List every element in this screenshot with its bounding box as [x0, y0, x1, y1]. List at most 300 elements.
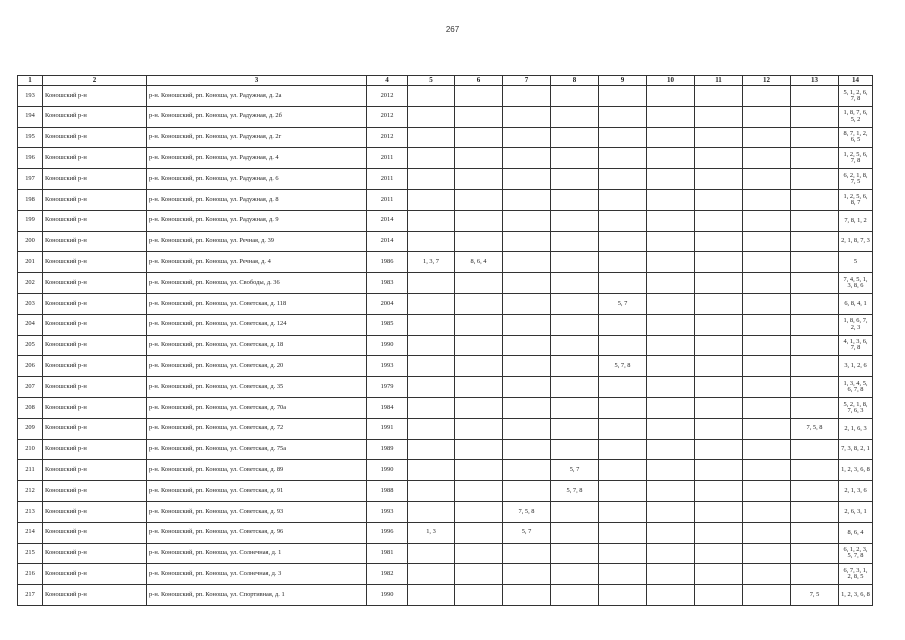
table-cell-col-9 — [599, 86, 647, 107]
table-cell-col-10 — [647, 106, 695, 127]
table-cell-col-14: 5, 1, 2, 6, 7, 8 — [839, 86, 873, 107]
column-header-5: 5 — [408, 76, 455, 86]
table-cell-col-9 — [599, 501, 647, 522]
table-cell-col-6 — [455, 127, 503, 148]
table-row — [18, 127, 873, 148]
table-body — [18, 86, 873, 606]
table-cell-col-1: 207 — [18, 377, 43, 398]
table-cell-col-5 — [408, 148, 455, 169]
table-cell-col-10 — [647, 377, 695, 398]
table-cell-col-6 — [455, 397, 503, 418]
table-cell-col-6 — [455, 564, 503, 585]
table-cell-col-12 — [743, 252, 791, 273]
table-cell-col-2: Коношский р-н — [43, 397, 147, 418]
table-cell-col-14: 2, 6, 3, 1 — [839, 501, 873, 522]
table-cell-col-4: 1991 — [367, 418, 408, 439]
table-cell-col-1: 196 — [18, 148, 43, 169]
table-cell-col-4: 1990 — [367, 585, 408, 606]
table-cell-col-13 — [791, 189, 839, 210]
table-cell-col-7 — [503, 86, 551, 107]
table-cell-col-2: Коношский р-н — [43, 585, 147, 606]
table-cell-col-6 — [455, 543, 503, 564]
table-cell-col-12 — [743, 543, 791, 564]
table-cell-col-6 — [455, 189, 503, 210]
table-cell-col-7 — [503, 335, 551, 356]
table-cell-col-10 — [647, 293, 695, 314]
table-cell-col-4: 1981 — [367, 543, 408, 564]
table-cell-col-1: 213 — [18, 501, 43, 522]
table-cell-col-3: р-н. Коношский, рп. Коноша, ул. Советская, д. 20 — [147, 356, 367, 377]
table-cell-col-5 — [408, 127, 455, 148]
table-cell-col-10 — [647, 169, 695, 190]
table-cell-col-4: 1993 — [367, 501, 408, 522]
table-cell-col-13 — [791, 86, 839, 107]
table-cell-col-5 — [408, 585, 455, 606]
table-cell-col-2: Коношский р-н — [43, 189, 147, 210]
table-cell-col-3: р-н. Коношский, рп. Коноша, ул. Советская, д. 75а — [147, 439, 367, 460]
column-header-10: 10 — [647, 76, 695, 86]
table-row — [18, 397, 873, 418]
table-cell-col-2: Коношский р-н — [43, 356, 147, 377]
table-cell-col-13 — [791, 293, 839, 314]
table-cell-col-5 — [408, 106, 455, 127]
table-cell-col-12 — [743, 189, 791, 210]
table-row — [18, 231, 873, 252]
table-cell-col-7 — [503, 252, 551, 273]
table-cell-col-10 — [647, 585, 695, 606]
table-row — [18, 501, 873, 522]
table-cell-col-10 — [647, 189, 695, 210]
table-cell-col-4: 2014 — [367, 231, 408, 252]
table-cell-col-5 — [408, 314, 455, 335]
table-cell-col-1: 198 — [18, 189, 43, 210]
table-cell-col-2: Коношский р-н — [43, 314, 147, 335]
table-cell-col-7 — [503, 418, 551, 439]
table-cell-col-13 — [791, 127, 839, 148]
table-cell-col-14: 7, 3, 8, 2, 1 — [839, 439, 873, 460]
table-cell-col-13 — [791, 439, 839, 460]
table-cell-col-5 — [408, 169, 455, 190]
table-cell-col-8 — [551, 564, 599, 585]
table-cell-col-14: 2, 1, 8, 7, 3 — [839, 231, 873, 252]
table-cell-col-11 — [695, 189, 743, 210]
table-cell-col-12 — [743, 169, 791, 190]
table-cell-col-8 — [551, 127, 599, 148]
table-cell-col-2: Коношский р-н — [43, 210, 147, 231]
table-cell-col-2: Коношский р-н — [43, 335, 147, 356]
table-cell-col-14: 6, 1, 2, 3, 5, 7, 8 — [839, 543, 873, 564]
table-cell-col-1: 193 — [18, 86, 43, 107]
table-cell-col-5 — [408, 210, 455, 231]
table-cell-col-3: р-н. Коношский, рп. Коноша, ул. Советская, д. 93 — [147, 501, 367, 522]
table-cell-col-7 — [503, 543, 551, 564]
table-row — [18, 439, 873, 460]
table-cell-col-8 — [551, 210, 599, 231]
table-cell-col-13 — [791, 169, 839, 190]
table-cell-col-11 — [695, 397, 743, 418]
table-cell-col-14: 1, 2, 5, 6, 7, 8 — [839, 148, 873, 169]
table-cell-col-5 — [408, 335, 455, 356]
table-cell-col-8 — [551, 439, 599, 460]
table-cell-col-12 — [743, 460, 791, 481]
table-cell-col-13 — [791, 106, 839, 127]
table-cell-col-7 — [503, 397, 551, 418]
table-cell-col-4: 1985 — [367, 314, 408, 335]
table-cell-col-9 — [599, 314, 647, 335]
table-cell-col-13 — [791, 481, 839, 502]
table-cell-col-2: Коношский р-н — [43, 543, 147, 564]
table-cell-col-13 — [791, 377, 839, 398]
table-cell-col-9 — [599, 543, 647, 564]
table-cell-col-2: Коношский р-н — [43, 127, 147, 148]
table-cell-col-14: 6, 7, 3, 1, 2, 8, 5 — [839, 564, 873, 585]
table-cell-col-13 — [791, 564, 839, 585]
table-cell-col-11 — [695, 231, 743, 252]
table-cell-col-3: р-н. Коношский, рп. Коноша, ул. Советская, д. 18 — [147, 335, 367, 356]
table-row — [18, 543, 873, 564]
table-cell-col-11 — [695, 293, 743, 314]
table-cell-col-5 — [408, 564, 455, 585]
table-cell-col-8: 5, 7, 8 — [551, 481, 599, 502]
table-cell-col-12 — [743, 501, 791, 522]
table-cell-col-8 — [551, 273, 599, 294]
table-cell-col-5 — [408, 231, 455, 252]
table-cell-col-6 — [455, 481, 503, 502]
table-cell-col-9 — [599, 460, 647, 481]
table-cell-col-10 — [647, 356, 695, 377]
table-cell-col-13 — [791, 273, 839, 294]
table-row — [18, 189, 873, 210]
table-cell-col-2: Коношский р-н — [43, 252, 147, 273]
table-cell-col-7 — [503, 314, 551, 335]
table-cell-col-5 — [408, 439, 455, 460]
table-cell-col-7 — [503, 231, 551, 252]
table-cell-col-10 — [647, 418, 695, 439]
table-cell-col-10 — [647, 335, 695, 356]
table-cell-col-9 — [599, 335, 647, 356]
table-cell-col-11 — [695, 522, 743, 543]
table-cell-col-10 — [647, 397, 695, 418]
table-cell-col-12 — [743, 564, 791, 585]
table-cell-col-4: 1984 — [367, 397, 408, 418]
table-cell-col-10 — [647, 481, 695, 502]
table-cell-col-8 — [551, 252, 599, 273]
table-cell-col-14: 5, 2, 1, 8, 7, 6, 3 — [839, 397, 873, 418]
table-cell-col-2: Коношский р-н — [43, 106, 147, 127]
table-cell-col-8 — [551, 189, 599, 210]
table-cell-col-2: Коношский р-н — [43, 293, 147, 314]
table-cell-col-12 — [743, 314, 791, 335]
table-cell-col-9 — [599, 585, 647, 606]
table-cell-col-8 — [551, 356, 599, 377]
table-cell-col-2: Коношский р-н — [43, 522, 147, 543]
table-row — [18, 252, 873, 273]
table-cell-col-4: 1983 — [367, 273, 408, 294]
table-row — [18, 293, 873, 314]
table-cell-col-9 — [599, 169, 647, 190]
table-cell-col-13 — [791, 501, 839, 522]
table-cell-col-12 — [743, 148, 791, 169]
table-cell-col-13: 7, 5, 8 — [791, 418, 839, 439]
table-cell-col-8 — [551, 543, 599, 564]
table-cell-col-5 — [408, 293, 455, 314]
table-cell-col-3: р-н. Коношский, рп. Коноша, ул. Радужная, д. 2б — [147, 106, 367, 127]
table-cell-col-6 — [455, 86, 503, 107]
table-cell-col-4: 2011 — [367, 169, 408, 190]
table-cell-col-6 — [455, 356, 503, 377]
table-row — [18, 585, 873, 606]
table-cell-col-7 — [503, 481, 551, 502]
table-cell-col-10 — [647, 252, 695, 273]
table-cell-col-9 — [599, 273, 647, 294]
table-cell-col-5 — [408, 86, 455, 107]
table-cell-col-1: 215 — [18, 543, 43, 564]
table-cell-col-9: 5, 7 — [599, 293, 647, 314]
table-cell-col-12 — [743, 231, 791, 252]
table-header-row — [18, 76, 873, 86]
column-header-3: 3 — [147, 76, 367, 86]
table-cell-col-7 — [503, 148, 551, 169]
table-cell-col-3: р-н. Коношский, рп. Коноша, ул. Речная, д. 39 — [147, 231, 367, 252]
table-cell-col-2: Коношский р-н — [43, 169, 147, 190]
table-cell-col-9 — [599, 210, 647, 231]
table-cell-col-6 — [455, 106, 503, 127]
column-header-6: 6 — [455, 76, 503, 86]
table-cell-col-1: 203 — [18, 293, 43, 314]
table-cell-col-11 — [695, 501, 743, 522]
table-cell-col-7 — [503, 273, 551, 294]
table-cell-col-1: 217 — [18, 585, 43, 606]
table-cell-col-14: 1, 8, 7, 6, 5, 2 — [839, 106, 873, 127]
table-cell-col-3: р-н. Коношский, рп. Коноша, ул. Советская, д. 72 — [147, 418, 367, 439]
table-cell-col-3: р-н. Коношский, рп. Коноша, ул. Советская, д. 96 — [147, 522, 367, 543]
table-cell-col-9 — [599, 106, 647, 127]
table-cell-col-1: 216 — [18, 564, 43, 585]
table-cell-col-5 — [408, 418, 455, 439]
table-cell-col-1: 204 — [18, 314, 43, 335]
table-cell-col-6 — [455, 460, 503, 481]
table-cell-col-4: 1990 — [367, 335, 408, 356]
table-row — [18, 377, 873, 398]
table-cell-col-10 — [647, 231, 695, 252]
table-cell-col-12 — [743, 335, 791, 356]
table-cell-col-9 — [599, 481, 647, 502]
table-cell-col-13 — [791, 543, 839, 564]
table-cell-col-1: 206 — [18, 356, 43, 377]
table-cell-col-9 — [599, 377, 647, 398]
table-cell-col-2: Коношский р-н — [43, 231, 147, 252]
table-cell-col-12 — [743, 86, 791, 107]
column-header-2: 2 — [43, 76, 147, 86]
table-cell-col-10 — [647, 543, 695, 564]
table-cell-col-1: 202 — [18, 273, 43, 294]
table-cell-col-7 — [503, 585, 551, 606]
table-cell-col-3: р-н. Коношский, рп. Коноша, ул. Советская, д. 91 — [147, 481, 367, 502]
table-cell-col-7 — [503, 377, 551, 398]
table-cell-col-14: 8, 6, 4 — [839, 522, 873, 543]
column-header-1: 1 — [18, 76, 43, 86]
table-cell-col-4: 1990 — [367, 460, 408, 481]
table-cell-col-1: 194 — [18, 106, 43, 127]
table-cell-col-14: 2, 1, 3, 6 — [839, 481, 873, 502]
column-header-13: 13 — [791, 76, 839, 86]
table-cell-col-3: р-н. Коношский, рп. Коноша, ул. Радужная, д. 9 — [147, 210, 367, 231]
table-cell-col-5 — [408, 397, 455, 418]
table-cell-col-5 — [408, 481, 455, 502]
table-cell-col-6: 8, 6, 4 — [455, 252, 503, 273]
table-cell-col-5 — [408, 543, 455, 564]
table-cell-col-2: Коношский р-н — [43, 481, 147, 502]
table-row — [18, 86, 873, 107]
table-cell-col-6 — [455, 169, 503, 190]
table-cell-col-14: 1, 2, 3, 6, 8 — [839, 585, 873, 606]
table-row — [18, 106, 873, 127]
table-cell-col-3: р-н. Коношский, рп. Коноша, ул. Радужная, д. 6 — [147, 169, 367, 190]
table-cell-col-2: Коношский р-н — [43, 439, 147, 460]
column-header-7: 7 — [503, 76, 551, 86]
table-cell-col-7 — [503, 460, 551, 481]
table-row — [18, 481, 873, 502]
table-cell-col-5 — [408, 377, 455, 398]
table-cell-col-10 — [647, 522, 695, 543]
table-cell-col-9: 5, 7, 8 — [599, 356, 647, 377]
table-cell-col-4: 2011 — [367, 189, 408, 210]
table-cell-col-4: 2012 — [367, 86, 408, 107]
page-number: 267 — [445, 25, 460, 34]
table-cell-col-4: 2012 — [367, 127, 408, 148]
table-cell-col-14: 1, 2, 3, 6, 8 — [839, 460, 873, 481]
table-cell-col-8 — [551, 106, 599, 127]
table-cell-col-2: Коношский р-н — [43, 501, 147, 522]
table-cell-col-7: 7, 5, 8 — [503, 501, 551, 522]
table-cell-col-11 — [695, 543, 743, 564]
table-cell-col-6 — [455, 335, 503, 356]
table-cell-col-8 — [551, 522, 599, 543]
table-cell-col-1: 201 — [18, 252, 43, 273]
table-cell-col-5: 1, 3, 7 — [408, 252, 455, 273]
table-cell-col-3: р-н. Коношский, рп. Коноша, ул. Радужная, д. 2г — [147, 127, 367, 148]
table-cell-col-8 — [551, 86, 599, 107]
table-cell-col-13 — [791, 252, 839, 273]
column-header-8: 8 — [551, 76, 599, 86]
table-cell-col-2: Коношский р-н — [43, 418, 147, 439]
table-cell-col-9 — [599, 418, 647, 439]
table-cell-col-10 — [647, 273, 695, 294]
table-cell-col-14: 1, 2, 5, 6, 8, 7 — [839, 189, 873, 210]
table-cell-col-8: 5, 7 — [551, 460, 599, 481]
table-row — [18, 273, 873, 294]
table-cell-col-1: 197 — [18, 169, 43, 190]
table-cell-col-5 — [408, 501, 455, 522]
table-cell-col-11 — [695, 210, 743, 231]
table-cell-col-8 — [551, 148, 599, 169]
table-cell-col-6 — [455, 522, 503, 543]
table-cell-col-12 — [743, 585, 791, 606]
table-cell-col-13 — [791, 148, 839, 169]
table-cell-col-9 — [599, 439, 647, 460]
table-cell-col-4: 1982 — [367, 564, 408, 585]
table-cell-col-10 — [647, 439, 695, 460]
table-row — [18, 169, 873, 190]
column-header-12: 12 — [743, 76, 791, 86]
table-cell-col-6 — [455, 210, 503, 231]
table-cell-col-6 — [455, 273, 503, 294]
table-cell-col-2: Коношский р-н — [43, 460, 147, 481]
table-cell-col-6 — [455, 501, 503, 522]
table-cell-col-14: 6, 2, 1, 8, 7, 5 — [839, 169, 873, 190]
table-cell-col-6 — [455, 585, 503, 606]
table-cell-col-7 — [503, 564, 551, 585]
table-cell-col-4: 2011 — [367, 148, 408, 169]
table-cell-col-10 — [647, 210, 695, 231]
table-cell-col-11 — [695, 252, 743, 273]
table-cell-col-8 — [551, 377, 599, 398]
table-cell-col-11 — [695, 481, 743, 502]
table-cell-col-12 — [743, 106, 791, 127]
table-cell-col-14: 2, 1, 6, 3 — [839, 418, 873, 439]
table-cell-col-12 — [743, 356, 791, 377]
table-cell-col-9 — [599, 231, 647, 252]
table-cell-col-13 — [791, 397, 839, 418]
table-cell-col-11 — [695, 273, 743, 294]
table-cell-col-13 — [791, 335, 839, 356]
table-cell-col-9 — [599, 189, 647, 210]
table-cell-col-1: 200 — [18, 231, 43, 252]
table-cell-col-7 — [503, 106, 551, 127]
table-cell-col-1: 195 — [18, 127, 43, 148]
data-table — [17, 75, 873, 606]
table-cell-col-5: 1, 3 — [408, 522, 455, 543]
table-cell-col-14: 1, 3, 4, 5, 6, 7, 8 — [839, 377, 873, 398]
table-cell-col-14: 4, 1, 3, 6, 7, 8 — [839, 335, 873, 356]
table-row — [18, 148, 873, 169]
table-cell-col-12 — [743, 127, 791, 148]
table-cell-col-6 — [455, 418, 503, 439]
table-cell-col-4: 1996 — [367, 522, 408, 543]
table-cell-col-3: р-н. Коношский, рп. Коноша, ул. Советская, д. 35 — [147, 377, 367, 398]
table-cell-col-12 — [743, 439, 791, 460]
table-cell-col-14: 1, 8, 6, 7, 2, 3 — [839, 314, 873, 335]
table-row — [18, 210, 873, 231]
table-cell-col-4: 1979 — [367, 377, 408, 398]
table-cell-col-1: 209 — [18, 418, 43, 439]
column-header-4: 4 — [367, 76, 408, 86]
table-cell-col-11 — [695, 418, 743, 439]
table-cell-col-9 — [599, 564, 647, 585]
table-row — [18, 564, 873, 585]
table-row — [18, 356, 873, 377]
table-cell-col-8 — [551, 335, 599, 356]
table-cell-col-14: 7, 4, 5, 1, 3, 8, 6 — [839, 273, 873, 294]
table-cell-col-5 — [408, 189, 455, 210]
table-cell-col-4: 2012 — [367, 106, 408, 127]
table-cell-col-8 — [551, 501, 599, 522]
table-cell-col-7 — [503, 356, 551, 377]
table-cell-col-3: р-н. Коношский, рп. Коноша, ул. Солнечная, д. 1 — [147, 543, 367, 564]
table-cell-col-8 — [551, 397, 599, 418]
table-cell-col-12 — [743, 418, 791, 439]
table-cell-col-3: р-н. Коношский, рп. Коноша, ул. Советская, д. 124 — [147, 314, 367, 335]
table-cell-col-3: р-н. Коношский, рп. Коноша, ул. Радужная, д. 8 — [147, 189, 367, 210]
table-cell-col-2: Коношский р-н — [43, 86, 147, 107]
table-cell-col-13 — [791, 231, 839, 252]
table-cell-col-13: 7, 5 — [791, 585, 839, 606]
table-cell-col-1: 214 — [18, 522, 43, 543]
table-cell-col-3: р-н. Коношский, рп. Коноша, ул. Речная, д. 4 — [147, 252, 367, 273]
table-cell-col-10 — [647, 460, 695, 481]
table-cell-col-6 — [455, 314, 503, 335]
table-cell-col-1: 211 — [18, 460, 43, 481]
